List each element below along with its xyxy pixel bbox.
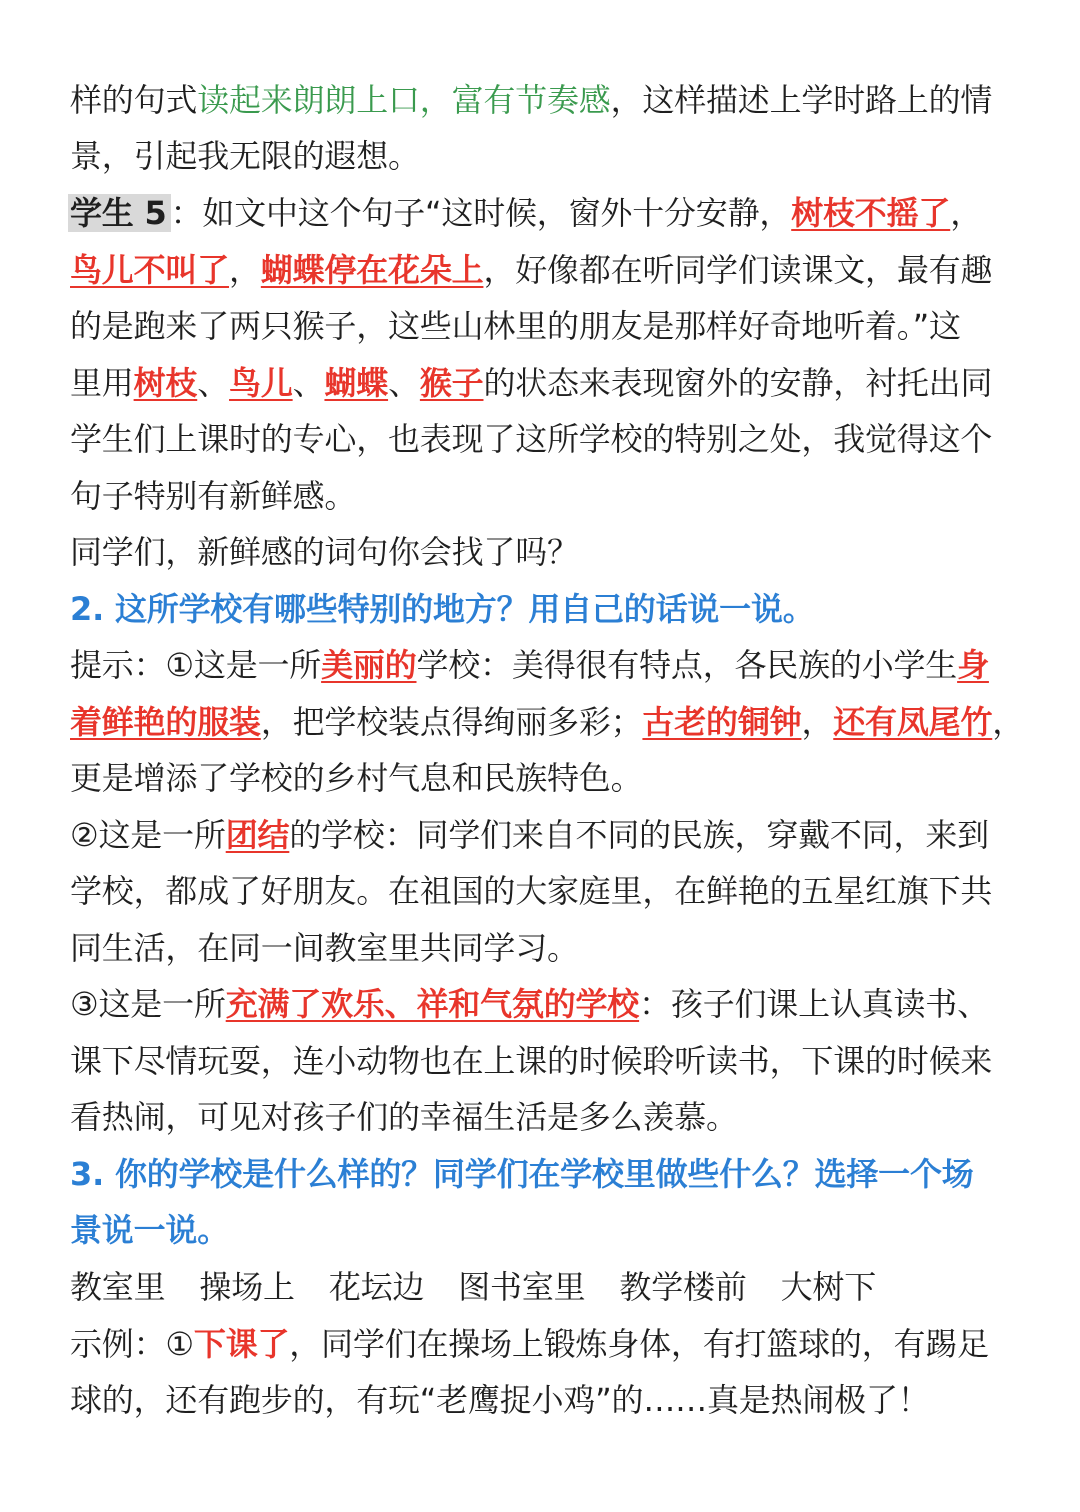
text-line: 示例：①下课了，同学们在操场上锻炼身体，有打篮球的，有踢足: [70, 1325, 989, 1363]
red-keyword: 猴子: [419, 364, 484, 402]
place-item: 花坛边: [328, 1268, 425, 1306]
red-keyword: 蝴蝶停在花朵上: [260, 251, 484, 289]
text-line: 鸟儿不叫了，蝴蝶停在花朵上，好像都在听同学们读课文，最有趣: [70, 251, 993, 289]
text-line: ②这是一所团结的学校：同学们来自不同的民族，穿戴不同，来到: [70, 816, 989, 854]
place-item: 操场上: [199, 1268, 295, 1306]
text-line: 学生 5 ：如文中这个句子“这时候，窗外十分安静，树枝不摇了，: [70, 194, 983, 232]
text-line: 着鲜艳的服装，把学校装点得绚丽多彩；古老的铜钟，还有凤尾竹，: [70, 703, 1025, 741]
red-keyword: 着鲜艳的服装: [70, 703, 261, 741]
place-item: 教学楼前: [619, 1268, 747, 1306]
text-line: 球的，还有跑步的，有玩“老鹰捉小鸡”的……真是热闹极了！: [70, 1381, 930, 1419]
place-item: 大树下: [780, 1268, 877, 1306]
text-line: 提示：①这是一所美丽的学校：美得很有特点，各民族的小学生身: [70, 646, 989, 684]
text-line: 句子特别有新鲜感。: [70, 477, 357, 515]
place-item: 教室里: [70, 1268, 166, 1306]
red-keyword: 鸟儿: [229, 364, 293, 402]
red-keyword: 树枝: [133, 364, 198, 402]
place-item: 图书室里: [458, 1268, 586, 1306]
text-line: 同学们，新鲜感的词句你会找了吗？: [70, 533, 579, 571]
green-highlight: 读起来朗朗上口，富有节奏感: [197, 81, 611, 119]
text-line: 看热闹，可见对孩子们的幸福生活是多么羡慕。: [70, 1098, 738, 1136]
red-keyword: 还有凤尾竹: [833, 703, 993, 741]
place-list: [70, 1267, 876, 1309]
student-label: 学生 5: [68, 194, 171, 232]
question-heading: 景说一说。: [70, 1211, 230, 1249]
text-line: 的是跑来了两只猴子，这些山林里的朋友是那样好奇地听着。”这: [70, 307, 961, 345]
question-heading: 2. 这所学校有哪些特别的地方？用自己的话说一说。: [70, 590, 815, 628]
text-line: 里用树枝、鸟儿、蝴蝶、猴子的状态来表现窗外的安静，衬托出同: [70, 364, 993, 402]
text-line: 更是增添了学校的乡村气息和民族特色。: [70, 759, 643, 797]
red-keyword: 树枝不摇了: [791, 194, 951, 232]
red-keyword: 团结: [225, 816, 290, 854]
red-keyword: 下课了: [193, 1325, 290, 1363]
red-keyword: 鸟儿不叫了: [70, 251, 230, 289]
text-line: 课下尽情玩耍，连小动物也在上课的时候聆听读书，下课的时候来: [70, 1042, 993, 1080]
red-keyword: 身: [957, 646, 989, 684]
red-keyword: 古老的铜钟: [642, 703, 802, 741]
question-heading: 3. 你的学校是什么样的？同学们在学校里做些什么？选择一个场: [70, 1155, 974, 1193]
red-keyword: 充满了欢乐、祥和气氛的学校: [225, 985, 640, 1023]
red-keyword: 蝴蝶: [324, 364, 389, 402]
red-keyword: 美丽的: [321, 646, 417, 684]
text-line: 景，引起我无限的遐想。: [70, 137, 420, 175]
text-line: 学生们上课时的专心，也表现了这所学校的特别之处，我觉得这个: [70, 420, 993, 458]
text-line: 样的句式读起来朗朗上口，富有节奏感，这样描述上学时路上的情: [70, 81, 993, 119]
text-line: 同生活，在同一间教室里共同学习。: [70, 929, 579, 967]
text-line: 学校，都成了好朋友。在祖国的大家庭里，在鲜艳的五星红旗下共: [70, 872, 993, 910]
text-line: ③这是一所充满了欢乐、祥和气氛的学校：孩子们课上认真读书、: [70, 985, 989, 1023]
